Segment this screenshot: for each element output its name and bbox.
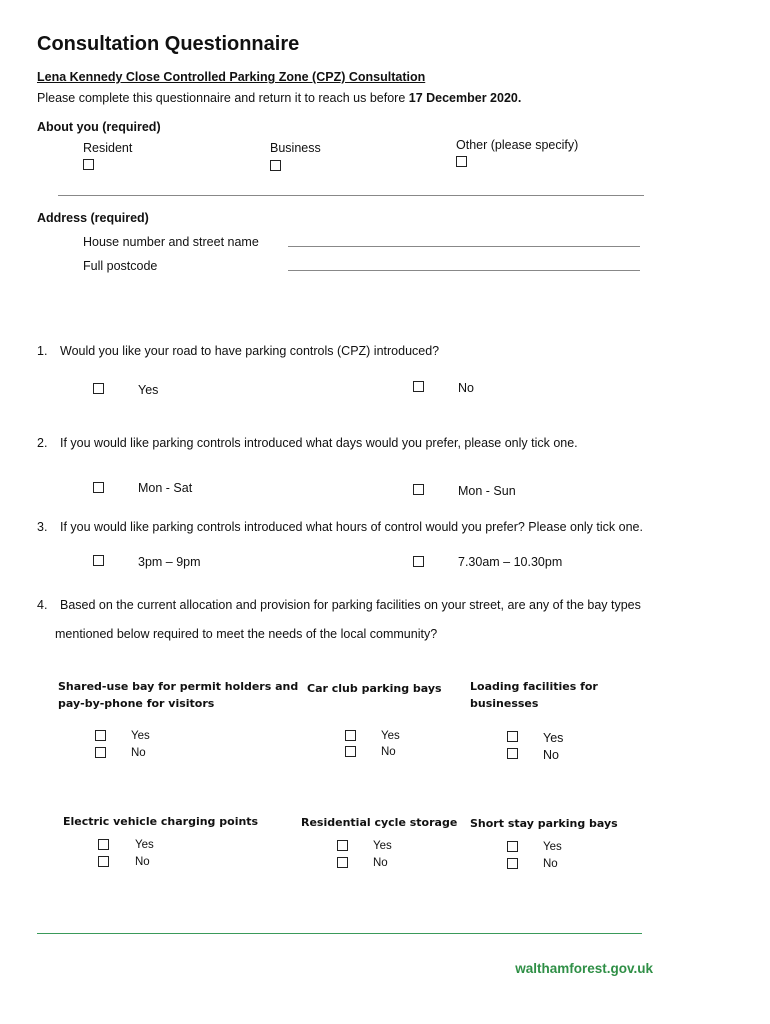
bay-short-stay-no-checkbox[interactable] <box>507 858 518 869</box>
bay-cycle-storage-no-label: No <box>373 857 388 869</box>
bay-shared-use-yes-checkbox[interactable] <box>95 730 106 741</box>
bay-shared-use-title <box>58 678 298 712</box>
bay-car-club-no-checkbox[interactable] <box>345 746 356 757</box>
bay-loading-no-label: No <box>543 748 559 762</box>
bay-loading-title <box>470 678 598 712</box>
question-number: 4. <box>37 598 48 612</box>
question-number: 1. <box>37 344 48 358</box>
business-checkbox[interactable] <box>270 160 281 171</box>
bay-title-line: pay-by-phone for visitors <box>58 697 215 710</box>
question-2-text: If you would like parking controls introduced what days would you prefer, please only tick one. <box>60 436 578 450</box>
bay-ev-charging-yes-label: Yes <box>135 839 154 851</box>
other-specify-line[interactable] <box>58 195 644 196</box>
house-street-label: House number and street name <box>83 235 259 249</box>
bay-cycle-storage-yes-label: Yes <box>373 840 392 852</box>
bay-car-club-yes-label: Yes <box>381 730 400 742</box>
other-label: Other (please specify) <box>456 138 579 152</box>
bay-cycle-storage-yes-checkbox[interactable] <box>337 840 348 851</box>
bay-short-stay-title: Short stay parking bays <box>470 817 618 830</box>
bay-ev-charging-title: Electric vehicle charging points <box>63 815 259 828</box>
about-you-heading: About you (required) <box>37 120 161 134</box>
bay-title-line: businesses <box>470 697 539 710</box>
postcode-input-line[interactable] <box>288 270 640 271</box>
house-street-input-line[interactable] <box>288 246 640 247</box>
bay-short-stay-yes-label: Yes <box>543 841 562 853</box>
question-4-text-cont: mentioned below required to meet the needs of the local community? <box>55 627 438 641</box>
question-3-text: If you would like parking controls introduced what hours of control would you prefer? Please only tick one. <box>60 520 643 534</box>
bay-car-club-no-label: No <box>381 746 396 758</box>
page-title: Consultation Questionnaire <box>37 33 300 55</box>
q3-730am-1030pm-label: 7.30am – 10.30pm <box>458 555 563 569</box>
question-1-text: Would you like your road to have parking controls (CPZ) introduced? <box>60 344 440 358</box>
bay-cycle-storage-title: Residential cycle storage <box>301 816 458 829</box>
website-link[interactable]: walthamforest.gov.uk <box>515 961 653 976</box>
postcode-label: Full postcode <box>83 259 158 273</box>
bay-shared-use-no-checkbox[interactable] <box>95 747 106 758</box>
bay-loading-yes-checkbox[interactable] <box>507 731 518 742</box>
q3-3pm-9pm-checkbox[interactable] <box>93 555 104 566</box>
bay-loading-yes-label: Yes <box>543 731 564 745</box>
bay-ev-charging-no-label: No <box>135 856 150 868</box>
q2-mon-sat-checkbox[interactable] <box>93 482 104 493</box>
question-number: 2. <box>37 436 48 450</box>
intro-text <box>37 91 521 105</box>
bay-title-line: Loading facilities for <box>470 680 598 693</box>
bay-title-line: Shared-use bay for permit holders and <box>58 680 299 693</box>
q2-mon-sun-checkbox[interactable] <box>413 484 424 495</box>
intro-sentence: Please complete this questionnaire and return it to reach us before <box>37 91 409 105</box>
footer-divider <box>37 933 642 934</box>
question-number: 3. <box>37 520 48 534</box>
bay-car-club-title: Car club parking bays <box>307 682 442 695</box>
other-checkbox[interactable] <box>456 156 467 167</box>
deadline-date: 17 December 2020. <box>408 91 522 105</box>
bay-shared-use-no-label: No <box>131 747 146 759</box>
resident-label: Resident <box>83 141 133 155</box>
bay-shared-use-yes-label: Yes <box>131 730 150 742</box>
bay-ev-charging-yes-checkbox[interactable] <box>98 839 109 850</box>
q3-730am-1030pm-checkbox[interactable] <box>413 556 424 567</box>
q1-yes-checkbox[interactable] <box>93 383 104 394</box>
business-label: Business <box>270 141 321 155</box>
q1-no-checkbox[interactable] <box>413 381 424 392</box>
q2-mon-sun-label: Mon - Sun <box>458 484 516 498</box>
q2-mon-sat-label: Mon - Sat <box>138 481 193 495</box>
bay-short-stay-yes-checkbox[interactable] <box>507 841 518 852</box>
q1-no-label: No <box>458 381 474 395</box>
bay-car-club-yes-checkbox[interactable] <box>345 730 356 741</box>
bay-cycle-storage-no-checkbox[interactable] <box>337 857 348 868</box>
bay-ev-charging-no-checkbox[interactable] <box>98 856 109 867</box>
q3-3pm-9pm-label: 3pm – 9pm <box>138 555 201 569</box>
bay-short-stay-no-label: No <box>543 858 558 870</box>
q1-yes-label: Yes <box>138 383 159 397</box>
address-heading: Address (required) <box>37 211 149 225</box>
resident-checkbox[interactable] <box>83 159 94 170</box>
question-4-text: Based on the current allocation and provision for parking facilities on your street, are any of the bay types <box>60 598 641 612</box>
consultation-subtitle: Lena Kennedy Close Controlled Parking Zone (CPZ) Consultation <box>37 70 426 84</box>
bay-loading-no-checkbox[interactable] <box>507 748 518 759</box>
